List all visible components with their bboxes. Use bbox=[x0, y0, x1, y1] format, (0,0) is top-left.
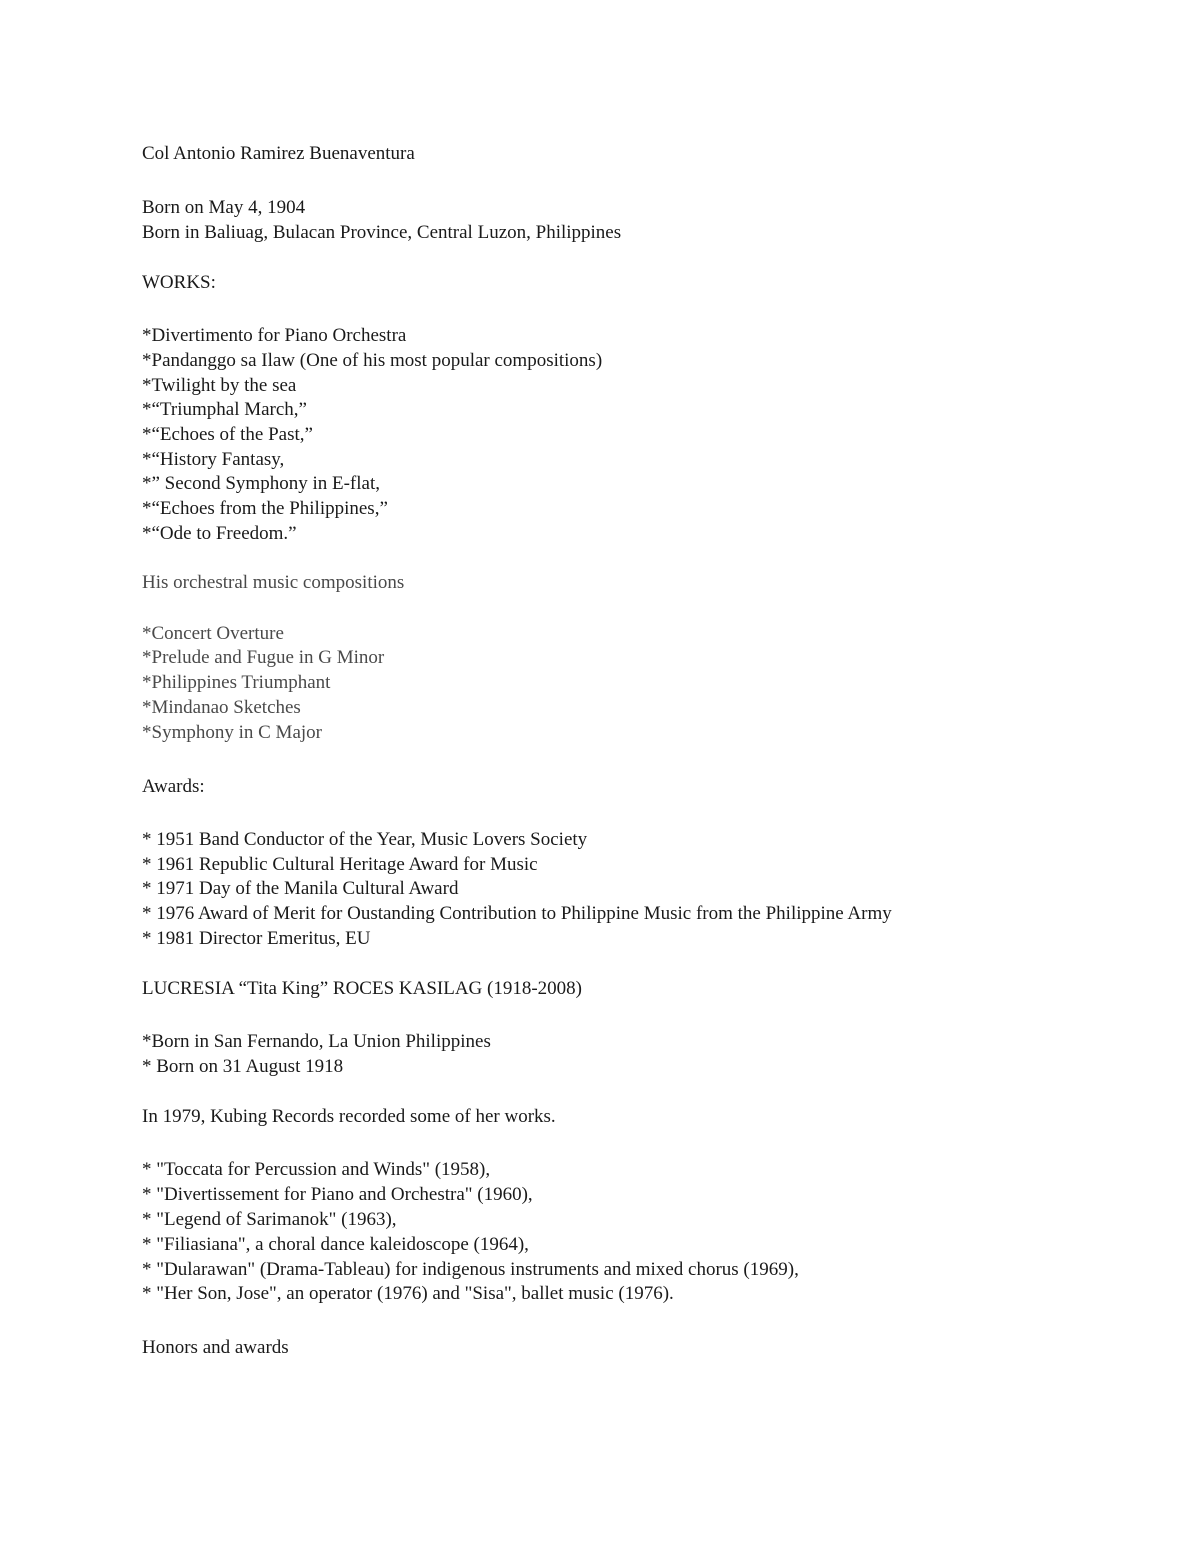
honors-heading: Honors and awards bbox=[142, 1337, 289, 1358]
work-item: *“Echoes from the Philippines,” bbox=[142, 498, 388, 519]
work-item: *” Second Symphony in E-flat, bbox=[142, 473, 380, 494]
person2-born-item: * Born on 31 August 1918 bbox=[142, 1056, 344, 1077]
awards-heading: Awards: bbox=[142, 776, 205, 797]
award-item: * 1981 Director Emeritus, EU bbox=[142, 928, 371, 949]
person2-work-item: * "Legend of Sarimanok" (1963), bbox=[142, 1209, 397, 1230]
orchestral-item: *Symphony in C Major bbox=[142, 722, 322, 743]
orchestral-heading: His orchestral music compositions bbox=[142, 572, 405, 593]
award-item: * 1976 Award of Merit for Oustanding Contribution to Philippine Music from the Philippine Army bbox=[142, 903, 892, 924]
award-item: * 1951 Band Conductor of the Year, Music Lovers Society bbox=[142, 829, 588, 850]
orchestral-item: *Concert Overture bbox=[142, 623, 284, 644]
award-item: * 1971 Day of the Manila Cultural Award bbox=[142, 878, 459, 899]
person2-work-item: * "Dularawan" (Drama-Tableau) for indigenous instruments and mixed chorus (1969), bbox=[142, 1259, 799, 1280]
person2-work-item: * "Filiasiana", a choral dance kaleidoscope (1964), bbox=[142, 1234, 529, 1255]
work-item: *“History Fantasy, bbox=[142, 449, 285, 470]
orchestral-item: *Prelude and Fugue in G Minor bbox=[142, 647, 385, 668]
award-item: * 1961 Republic Cultural Heritage Award for Music bbox=[142, 854, 538, 875]
work-item: *“Triumphal March,” bbox=[142, 399, 307, 420]
work-item: *“Echoes of the Past,” bbox=[142, 424, 313, 445]
person2-work-item: * "Divertissement for Piano and Orchestra" (1960), bbox=[142, 1184, 533, 1205]
orchestral-item: *Mindanao Sketches bbox=[142, 697, 301, 718]
orchestral-item: *Philippines Triumphant bbox=[142, 672, 331, 693]
person2-born-item: *Born in San Fernando, La Union Philippines bbox=[142, 1031, 491, 1052]
work-item: *Twilight by the sea bbox=[142, 375, 297, 396]
person2-work-item: * "Her Son, Jose", an operator (1976) and "Sisa", ballet music (1976). bbox=[142, 1283, 674, 1304]
person2-work-item: * "Toccata for Percussion and Winds" (1958), bbox=[142, 1159, 491, 1180]
person2-name: LUCRESIA “Tita King” ROCES KASILAG (1918-2008) bbox=[142, 978, 582, 999]
person1-born-date: Born on May 4, 1904 bbox=[142, 197, 306, 218]
works-heading: WORKS: bbox=[142, 272, 216, 293]
work-item: *Divertimento for Piano Orchestra bbox=[142, 325, 407, 346]
work-item: *Pandanggo sa Ilaw (One of his most popular compositions) bbox=[142, 350, 603, 371]
records-note: In 1979, Kubing Records recorded some of her works. bbox=[142, 1106, 556, 1127]
work-item: *“Ode to Freedom.” bbox=[142, 523, 297, 544]
person1-born-place: Born in Baliuag, Bulacan Province, Central Luzon, Philippines bbox=[142, 222, 622, 243]
person1-name: Col Antonio Ramirez Buenaventura bbox=[142, 143, 415, 164]
